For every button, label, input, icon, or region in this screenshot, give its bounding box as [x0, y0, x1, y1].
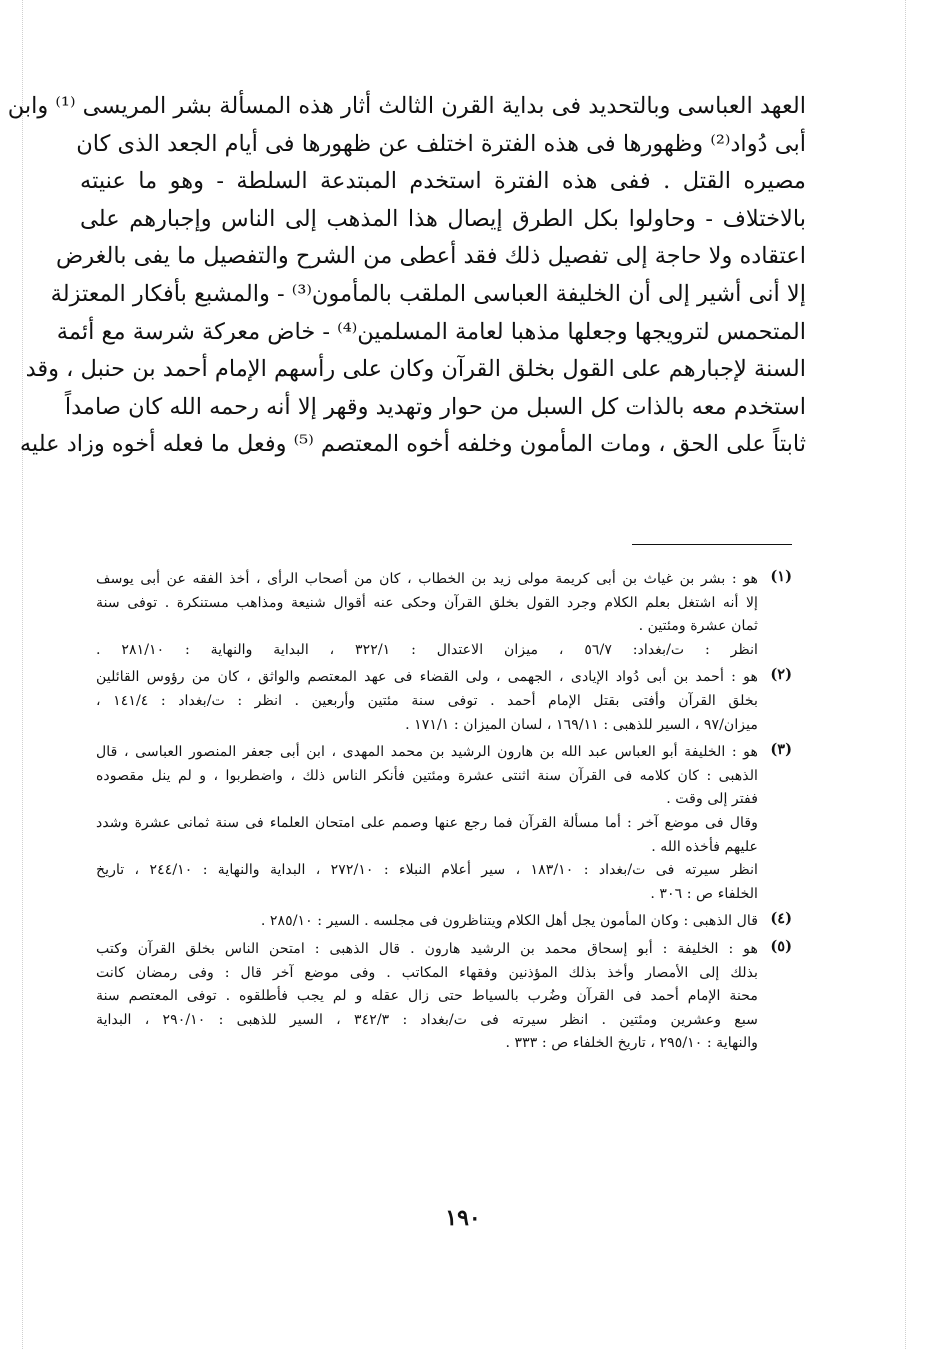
- footnote-number: (٢): [770, 666, 792, 684]
- footnote-line: سبع وعشرين ومئتين . انظر سيرته فى ت/بغداد : ٣٤٢/٣ ، السير للذهبى : ٢٩٠/١٠ ، البداية: [96, 1011, 758, 1028]
- text-line: أبى دُواد⁽²⁾ وظهورها فى هذه الفترة اختلف عن ظهورها فى أيام الجعد الذى كان: [76, 130, 806, 157]
- footnote-line: ميزان/٩٧ ، السير للذهبى : ١٦٩/١١ ، لسان الميزان : ١٧١/١ .: [405, 716, 758, 733]
- footnote-number: (١): [770, 568, 792, 585]
- footnote-number: (٥): [770, 937, 792, 955]
- text-line: ثابتاً على الحق ، ومات المأمون وخلفه أخوه المعتصم ⁽⁵⁾ وفعل ما فعله أخوه وزاد عليه: [19, 431, 806, 458]
- footnote-line: وقال فى موضع آخر : أما مسألة القرآن فما رجع عنها وصمم على امتحان العلماء فى سنة ثمانى عشرة وشدد: [96, 814, 758, 831]
- text-line: المتحمس لترويجها وجعلها مذهبا لعامة المسلمين⁽⁴⁾ - خاض معركة شرسة مع أئمة: [56, 318, 806, 345]
- text-line: العهد العباسى وبالتحديد فى بداية القرن الثالث أثار هذه المسألة بشر المريسى ⁽¹⁾ وابن: [7, 93, 806, 119]
- footnote-line: ففتر إلى وقت .: [666, 791, 758, 808]
- page-number: ١٩٠: [445, 1205, 481, 1231]
- footnote: [96, 741, 792, 906]
- footnote-line: بذلك إلى الأمصار وأخذ بذلك المؤذنين وفقهاء المكاتب . وفى موضع آخر قال : وفى رمضان كانت: [96, 964, 758, 981]
- footnote-line: الخلفاء ص : ٣٠٦ .: [650, 885, 758, 902]
- footnote-line: هو : الخليفة أبو العباس عبد الله بن هارون الرشيد بن محمد المهدى ، ابن أبى جعفر المنصور العباسى ، قال: [96, 744, 758, 761]
- main-text-block: [7, 88, 806, 464]
- text-line: إلا أنى أشير إلى أن الخليفة العباسى الملقب بالمأمون⁽³⁾ - والمشبع بأفكار المعتزلة: [50, 280, 806, 307]
- scan-artifact: [22, 0, 23, 1349]
- footnotes-block: [96, 568, 792, 1060]
- footnote-line: هو : أحمد بن أبى دُواد الإيادى ، الجهمى ، ولى القضاء فى عهد المعتصم والواثق ، كان من رؤوس القائلين: [96, 669, 758, 686]
- text-line: اعتقاده ولا حاجة إلى تفصيل ذلك فقد أعطى من الشرح والتفصيل ما يفى بالغرض: [56, 243, 806, 270]
- text-line: بالاختلاف - وحاولوا بكل الطرق إيصال هذا المذهب إلى الناس وإجبارهم على: [80, 205, 806, 232]
- text-line: السنة لإجبارهم على القول بخلق القرآن وكان على رأسهم الإمام أحمد بن حنبل ، وقد: [25, 356, 806, 383]
- footnote-line: هو : بشر بن غياث بن أبى كريمة مولى زيد بن الخطاب ، كان من أصحاب الرأى ، أخذ الفقه عن أبى يوسف: [96, 571, 758, 587]
- footnote-line: قال الذهبى : وكان المأمون يجل أهل الكلام ويتناظرون فى مجلسه . السير : ٢٨٥/١٠ .: [260, 913, 758, 930]
- footnote-line: إلا أنه اشتغل بعلم الكلام وجرد القول بخلق القرآن وحكى عنه أقوال شنيعة ومذاهب مستنكرة . توفى سنة: [96, 594, 758, 611]
- text-line: مصيره القتل . ففى هذه الفترة استخدم المبتدعة السلطة - وهو ما عنيته: [80, 168, 806, 195]
- footnote-line: انظر سيرته فى ت/بغداد : ١٨٣/١٠ ، سير أعلام النبلاء : ٢٧٢/١٠ ، البداية والنهاية : ٢٤٤/١٠ ، تاريخ: [96, 862, 758, 879]
- footnote-number: (٣): [770, 741, 792, 759]
- footnote-separator: [632, 544, 792, 545]
- footnote-line: والنهاية : ٢٩٥/١٠ ، تاريخ الخلفاء ص : ٣٣٣ .: [505, 1035, 758, 1052]
- text-line: استخدم معه بالذات كل السبل من حوار وتهديد وقهر إلا أنه رحمه الله كان صامداً: [64, 393, 806, 420]
- footnote-line: محنة الإمام أحمد فى القرآن وضُرب بالسياط حتى زال عقله و لم يجب فأطلقوه . توفى المعتصم سنة: [96, 988, 758, 1005]
- footnote-line: عليهم فأخذه الله .: [651, 838, 758, 855]
- scan-artifact: [905, 0, 906, 1349]
- footnote-line: ثمان عشرة ومئتين .: [638, 618, 758, 635]
- footnote: [96, 568, 792, 662]
- footnote-number: (٤): [770, 910, 792, 928]
- footnote: [96, 666, 792, 737]
- footnote: [96, 910, 792, 934]
- footnote: [96, 938, 792, 1056]
- footnote-line: بخلق القرآن وأفتى بقتل الإمام أحمد . توفى سنة مئتين وأربعين . انظر : ت/بغداد : ١٤١/٤ ،: [96, 692, 758, 709]
- footnote-line: الذهبى : كان كلامه فى القرآن سنة اثنتى عشرة ومئتين فأنكر الناس ذلك ، واضطربوا ، و لم ينل مقصوده: [96, 767, 758, 784]
- footnote-line: انظر : ت/بغداد: ٥٦/٧ ، ميزان الاعتدال : ٣٢٢/١ ، البداية والنهاية : ٢٨١/١٠ .: [96, 641, 758, 658]
- footnote-line: هو : الخليفة : أبو إسحاق محمد بن الرشيد هارون . قال الذهبى : امتحن الناس بخلق القرآن وكتب: [96, 940, 758, 957]
